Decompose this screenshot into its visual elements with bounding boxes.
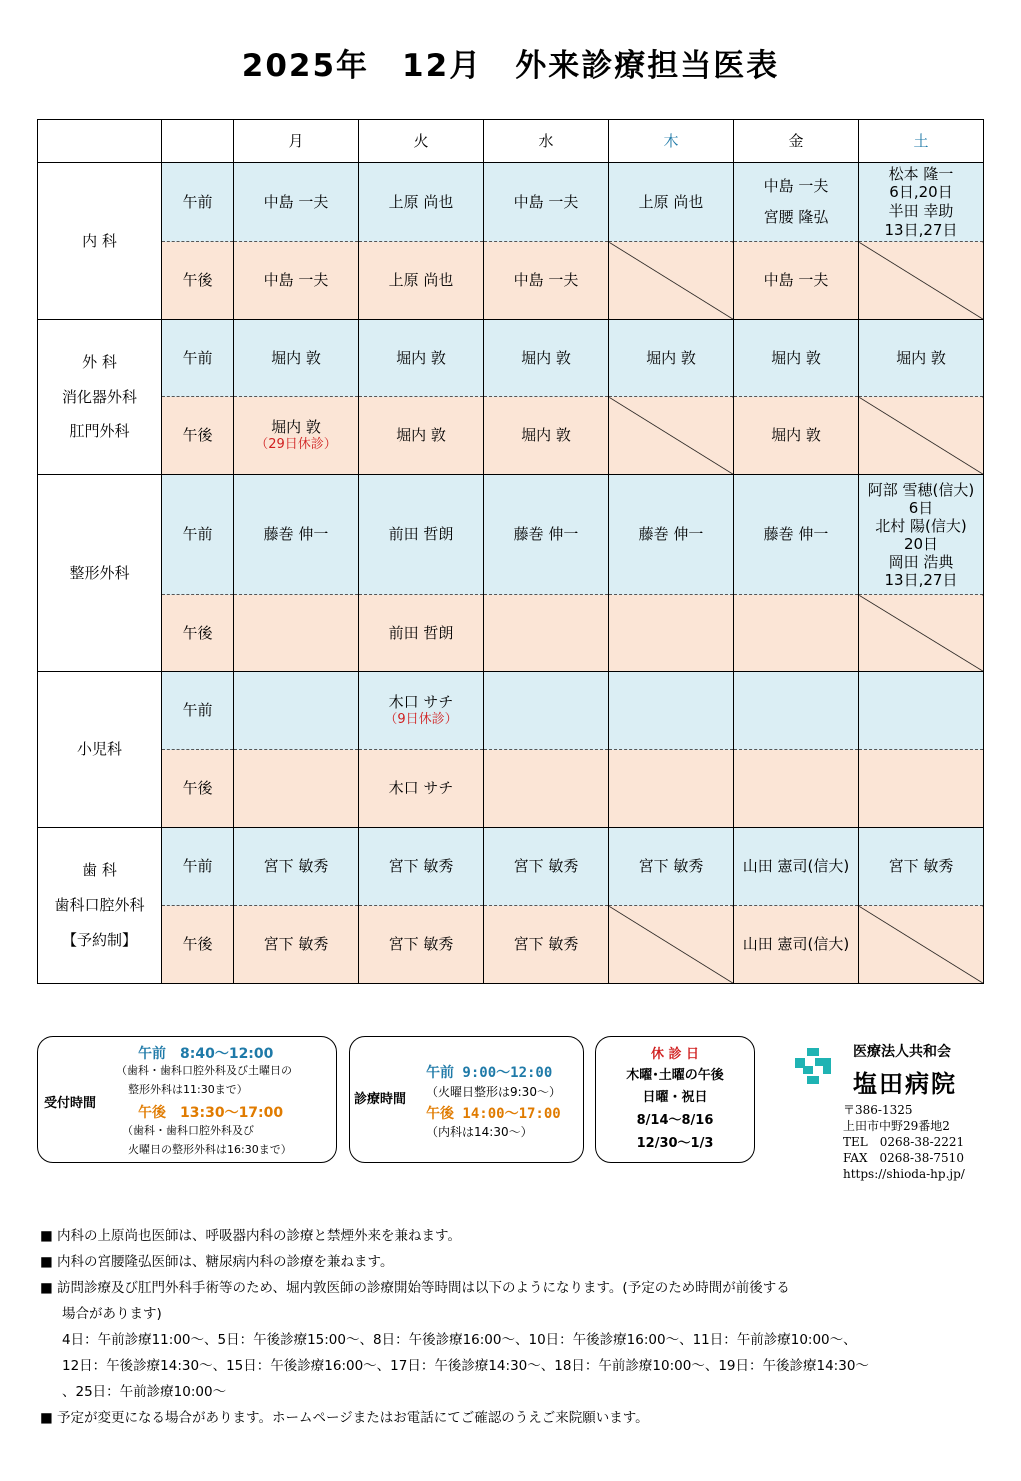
corner-cell [162, 120, 234, 163]
seikei-am-wed: 藤巻 伸一 [484, 475, 609, 595]
consult-am-note: （火曜日整形は9:30～） [426, 1085, 561, 1099]
geka-am-tue: 堀内 敦 [359, 320, 484, 397]
hospital-org: 医療法人共和会 [853, 1044, 951, 1060]
geka-pm-sat-closed [859, 397, 984, 475]
shoni-pm-sat [859, 750, 984, 828]
note-item: 場合があります) [62, 1306, 162, 1322]
am-label: 午前 [162, 672, 234, 750]
geka-pm-tue: 堀内 敦 [359, 397, 484, 475]
geka-pm-mon: 堀内 敦 （29日休診） [234, 397, 359, 475]
dept-shoni: 小児科 [38, 672, 162, 828]
seikei-am-tue: 前田 哲朗 [359, 475, 484, 595]
shika-pm-sat-closed [859, 906, 984, 984]
naika-am-sat: 松本 隆一 6日,20日 半田 幸助 13日,27日 [859, 163, 984, 242]
shika-am-wed: 宮下 敏秀 [484, 828, 609, 906]
dept-shika: 歯 科 歯科口腔外科 【予約制】 [38, 828, 162, 984]
day-thu: 木 [609, 120, 734, 163]
seikei-pm-wed [484, 595, 609, 672]
notes-section [40, 1223, 1000, 1431]
seikei-am-thu: 藤巻 伸一 [609, 475, 734, 595]
consult-am: 午前 9:00～12:00 [426, 1065, 553, 1081]
pm-label: 午後 [162, 906, 234, 984]
shoni-pm-tue: 木口 サチ [359, 750, 484, 828]
geka-pm-wed: 堀内 敦 [484, 397, 609, 475]
hospital-address: 上田市中野29番地2 [843, 1119, 950, 1133]
day-sat: 土 [859, 120, 984, 163]
naika-am-tue: 上原 尚也 [359, 163, 484, 242]
naika-pm-fri: 中島 一夫 [734, 242, 859, 320]
naika-pm-wed: 中島 一夫 [484, 242, 609, 320]
reception-am: 午前 8:40～12:00 [138, 1046, 274, 1062]
closed-line: 8/14～8/16 [636, 1113, 714, 1128]
note-item: ■ 内科の宮腰隆弘医師は、糖尿病内科の診療を兼ねます。 [40, 1254, 394, 1270]
shoni-am-tue: 木口 サチ （9日休診） [359, 672, 484, 750]
reception-hours-box [37, 1036, 337, 1163]
seikei-pm-thu [609, 595, 734, 672]
schedule-table [37, 119, 984, 984]
closed-line: 日曜・祝日 [642, 1090, 708, 1105]
hospital-url[interactable]: https://shioda-hp.jp/ [843, 1167, 965, 1181]
am-label: 午前 [162, 163, 234, 242]
hospital-logo-icon [793, 1046, 833, 1086]
geka-pm-thu-closed [609, 397, 734, 475]
closed-days-box [595, 1036, 755, 1163]
shika-am-thu: 宮下 敏秀 [609, 828, 734, 906]
closed-note: （29日休診） [255, 436, 337, 452]
shoni-am-mon [234, 672, 359, 750]
hospital-name: 塩田病院 [853, 1070, 957, 1098]
geka-pm-fri: 堀内 敦 [734, 397, 859, 475]
hospital-tel: TEL 0268-38-2221 [843, 1135, 965, 1149]
geka-am-fri: 堀内 敦 [734, 320, 859, 397]
geka-am-thu: 堀内 敦 [609, 320, 734, 397]
shoni-pm-fri [734, 750, 859, 828]
geka-am-sat: 堀内 敦 [859, 320, 984, 397]
note-item: 、25日：午前診療10:00～ [62, 1384, 227, 1400]
shika-pm-tue: 宮下 敏秀 [359, 906, 484, 984]
shika-pm-wed: 宮下 敏秀 [484, 906, 609, 984]
shoni-pm-mon [234, 750, 359, 828]
closed-line: 木曜･土曜の午後 [626, 1068, 724, 1083]
hospital-zip: 〒386-1325 [843, 1103, 913, 1117]
am-label: 午前 [162, 320, 234, 397]
seikei-am-fri: 藤巻 伸一 [734, 475, 859, 595]
note-item: ■ 予定が変更になる場合があります。ホームページまたはお電話にてご確認のうえご来院願います。 [40, 1410, 649, 1426]
dept-naika: 内 科 [38, 163, 162, 320]
consult-pm: 午後 14:00～17:00 [426, 1106, 561, 1122]
dept-seikei: 整形外科 [38, 475, 162, 672]
seikei-am-mon: 藤巻 伸一 [234, 475, 359, 595]
seikei-pm-tue: 前田 哲朗 [359, 595, 484, 672]
day-mon: 月 [234, 120, 359, 163]
consult-hours-box [349, 1036, 584, 1163]
naika-am-thu: 上原 尚也 [609, 163, 734, 242]
naika-pm-mon: 中島 一夫 [234, 242, 359, 320]
shika-pm-fri: 山田 憲司(信大) [734, 906, 859, 984]
seikei-pm-mon [234, 595, 359, 672]
closed-label: 休 診 日 [650, 1047, 700, 1062]
naika-pm-sat-closed [859, 242, 984, 320]
shika-am-sat: 宮下 敏秀 [859, 828, 984, 906]
shoni-am-fri [734, 672, 859, 750]
dept-geka: 外 科 消化器外科 肛門外科 [38, 320, 162, 475]
day-wed: 水 [484, 120, 609, 163]
am-label: 午前 [162, 828, 234, 906]
day-fri: 金 [734, 120, 859, 163]
closed-line: 12/30～1/3 [636, 1136, 714, 1151]
naika-am-fri: 中島 一夫 宮腰 隆弘 [734, 163, 859, 242]
naika-am-mon: 中島 一夫 [234, 163, 359, 242]
shika-pm-thu-closed [609, 906, 734, 984]
note-item: 12日：午後診療14:30～、15日：午後診療16:00～、17日：午後診療14:30～、18日：午前診療10:00～、19日：午後診療14:30～ [62, 1358, 869, 1374]
consult-pm-note: （内科は14:30～） [426, 1125, 533, 1139]
pm-label: 午後 [162, 242, 234, 320]
reception-label: 受付時間 [44, 1096, 97, 1111]
naika-pm-thu-closed [609, 242, 734, 320]
consult-label: 診療時間 [354, 1092, 407, 1107]
pm-label: 午後 [162, 595, 234, 672]
note-item: ■ 訪問診療及び肛門外科手術等のため、堀内敦医師の診療開始等時間は以下のようになります。(予定のため時間が前後する [40, 1280, 790, 1296]
hospital-fax: FAX 0268-38-7510 [843, 1151, 964, 1165]
seikei-am-sat: 阿部 雪穂(信大) 6日 北村 陽(信大) 20日 岡田 浩典 13日,27日 [859, 475, 984, 595]
closed-note: （9日休診） [384, 711, 458, 727]
header-row [38, 120, 984, 163]
naika-pm-tue: 上原 尚也 [359, 242, 484, 320]
reception-am-note: （歯科・歯科口腔外科及び土曜日の [116, 1064, 292, 1077]
day-tue: 火 [359, 120, 484, 163]
note-item: 4日：午前診療11:00～、5日：午後診療15:00～、8日：午後診療16:00～、10日：午後診療16:00～、11日：午前診療10:00～、 [62, 1332, 857, 1348]
page-title: 2025年 12月 外来診療担当医表 [241, 48, 780, 84]
seikei-pm-fri [734, 595, 859, 672]
reception-am-note: 整形外科は11:30まで） [128, 1083, 248, 1096]
am-label: 午前 [162, 475, 234, 595]
note-item: ■ 内科の上原尚也医師は、呼吸器内科の診療と禁煙外来を兼ねます。 [40, 1228, 461, 1244]
shika-pm-mon: 宮下 敏秀 [234, 906, 359, 984]
corner-cell [38, 120, 162, 163]
geka-am-mon: 堀内 敦 [234, 320, 359, 397]
seikei-pm-sat-closed [859, 595, 984, 672]
shoni-am-thu [609, 672, 734, 750]
shoni-pm-wed [484, 750, 609, 828]
geka-am-wed: 堀内 敦 [484, 320, 609, 397]
reception-pm: 午後 13:30～17:00 [138, 1105, 284, 1121]
shoni-am-sat [859, 672, 984, 750]
reception-pm-note: （歯科・歯科口腔外科及び [122, 1124, 254, 1137]
shika-am-tue: 宮下 敏秀 [359, 828, 484, 906]
shika-am-fri: 山田 憲司(信大) [734, 828, 859, 906]
pm-label: 午後 [162, 397, 234, 475]
naika-am-wed: 中島 一夫 [484, 163, 609, 242]
shoni-am-wed [484, 672, 609, 750]
reception-pm-note: 火曜日の整形外科は16:30まで） [128, 1143, 292, 1156]
shoni-pm-thu [609, 750, 734, 828]
shika-am-mon: 宮下 敏秀 [234, 828, 359, 906]
pm-label: 午後 [162, 750, 234, 828]
